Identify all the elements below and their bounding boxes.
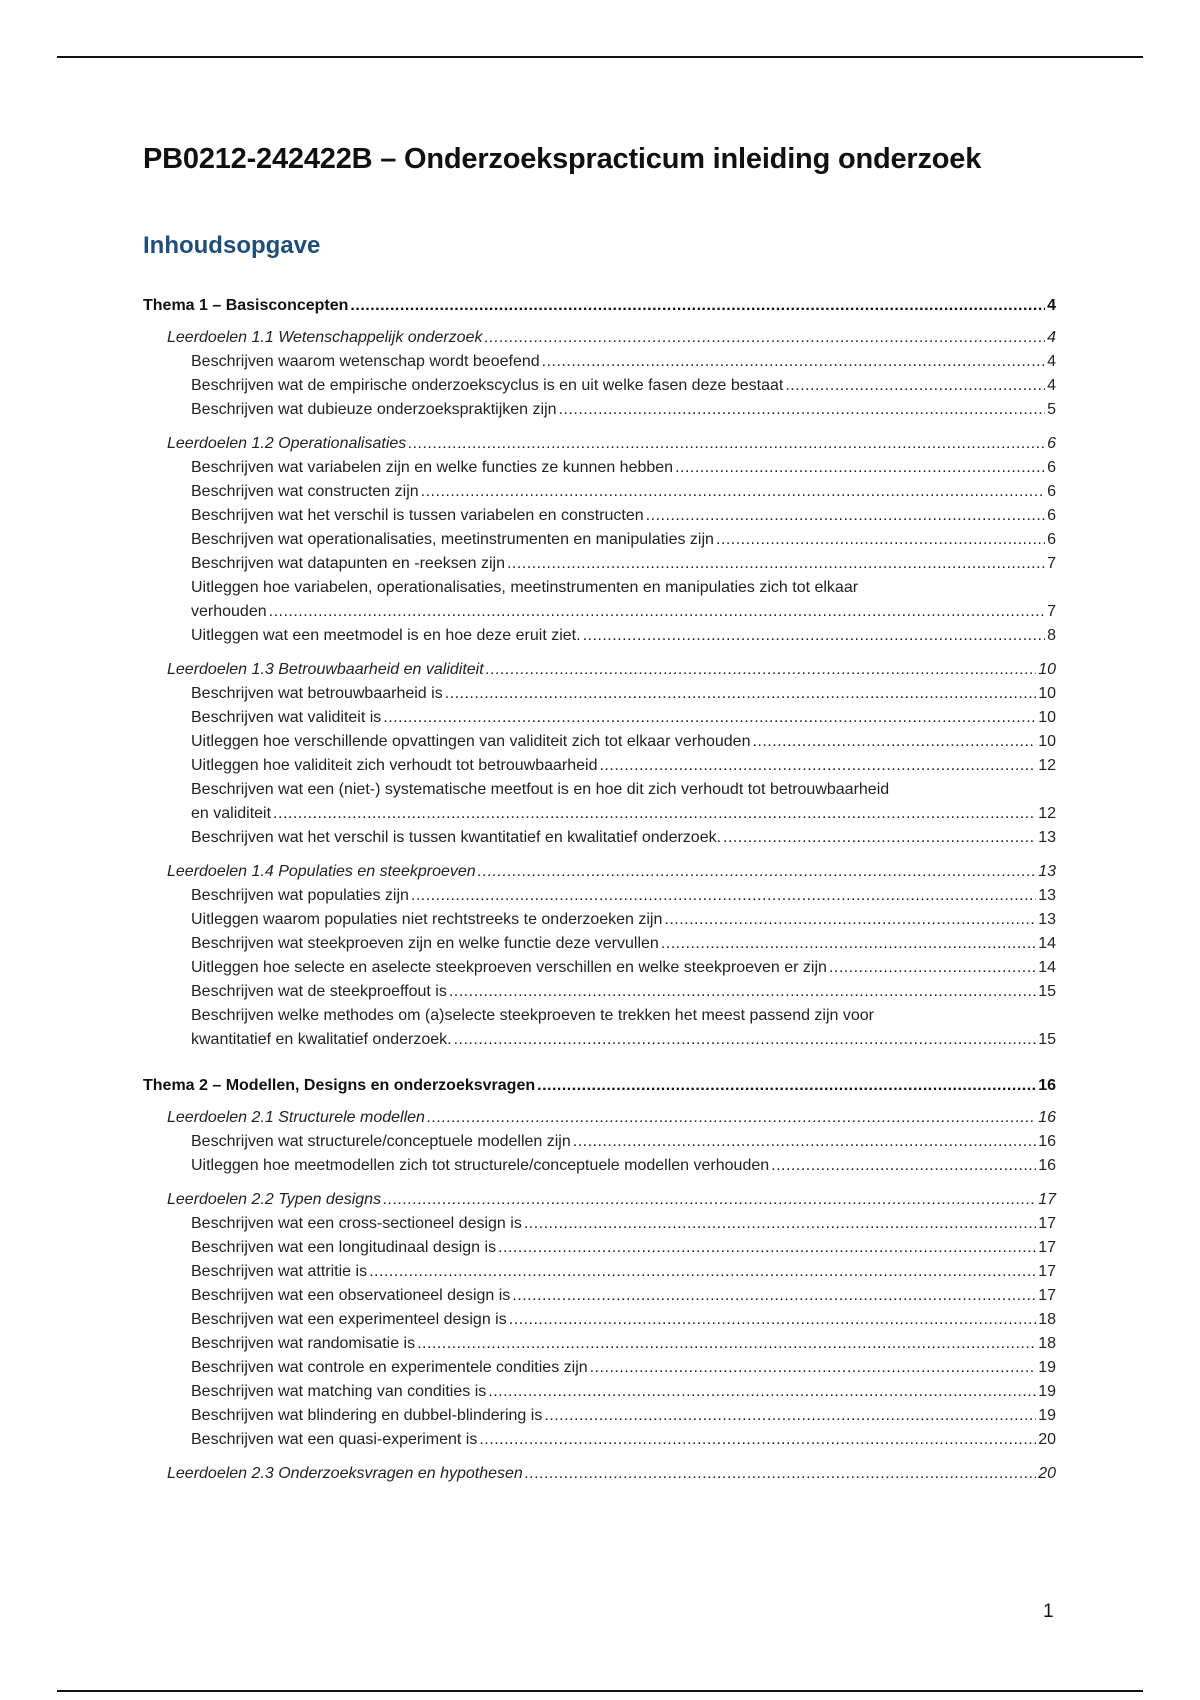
toc-entry[interactable]: Beschrijven wat de empirische onderzoekscyclus is en uit welke fasen deze bestaat ..... 4 [143, 374, 1056, 398]
toc-entry[interactable]: Beschrijven wat validiteit is ..... 10 [143, 706, 1056, 730]
toc-entry-multiline[interactable]: Beschrijven wat een (niet-) systematische meetfout is en hoe dit zich verhoudt tot betrouwbaarheid en validiteit ..... 12 [143, 778, 1056, 826]
page-number: 1 [1043, 1601, 1054, 1622]
table-of-contents [143, 294, 1056, 1486]
toc-entry[interactable]: Uitleggen hoe meetmodellen zich tot structurele/conceptuele modellen verhouden ..... 16 [143, 1154, 1056, 1178]
footer-rule [57, 1690, 1143, 1692]
toc-entry[interactable]: Uitleggen hoe verschillende opvattingen van validiteit zich tot elkaar verhouden ..... 10 [143, 730, 1056, 754]
toc-entry[interactable]: Beschrijven wat operationalisaties, meetinstrumenten en manipulaties zijn ..... 6 [143, 528, 1056, 552]
toc-entry[interactable]: Beschrijven wat een observationeel design is ..... 17 [143, 1284, 1056, 1308]
toc-entry[interactable]: Beschrijven wat een longitudinaal design is ..... 17 [143, 1236, 1056, 1260]
toc-entry[interactable]: Beschrijven wat attritie is ..... 17 [143, 1260, 1056, 1284]
toc-entry-leerdoelen-2-2[interactable]: Leerdoelen 2.2 Typen designs ..... 17 [143, 1188, 1056, 1212]
toc-entry[interactable]: Beschrijven wat een quasi-experiment is ..... 20 [143, 1428, 1056, 1452]
toc-entry[interactable]: Beschrijven wat constructen zijn ..... 6 [143, 480, 1056, 504]
toc-heading: Inhoudsopgave [143, 232, 321, 259]
toc-entry[interactable]: Beschrijven wat datapunten en -reeksen zijn ..... 7 [143, 552, 1056, 576]
toc-entry[interactable]: Beschrijven wat dubieuze onderzoekspraktijken zijn ..... 5 [143, 398, 1056, 422]
toc-entry[interactable]: Beschrijven wat structurele/conceptuele modellen zijn ..... 16 [143, 1130, 1056, 1154]
toc-entry[interactable]: Beschrijven wat een cross-sectioneel design is ..... 17 [143, 1212, 1056, 1236]
toc-entry-leerdoelen-1-2[interactable]: Leerdoelen 1.2 Operationalisaties ..... 6 [143, 432, 1056, 456]
toc-entry-leerdoelen-1-3[interactable]: Leerdoelen 1.3 Betrouwbaarheid en validiteit ..... 10 [143, 658, 1056, 682]
toc-entry[interactable]: Uitleggen hoe validiteit zich verhoudt tot betrouwbaarheid ..... 12 [143, 754, 1056, 778]
toc-entry-multiline[interactable]: Beschrijven welke methodes om (a)selecte steekproeven te trekken het meest passend zijn voor kwantitatief en kwalitatief onderzoek. ..... 15 [143, 1004, 1056, 1052]
toc-entry[interactable]: Beschrijven wat een experimenteel design is ..... 18 [143, 1308, 1056, 1332]
toc-entry[interactable]: Beschrijven waarom wetenschap wordt beoefend ..... 4 [143, 350, 1056, 374]
toc-entry[interactable]: Beschrijven wat randomisatie is ..... 18 [143, 1332, 1056, 1356]
toc-entry-leerdoelen-1-4[interactable]: Leerdoelen 1.4 Populaties en steekproeven ..... 13 [143, 860, 1056, 884]
toc-entry[interactable]: Uitleggen waarom populaties niet rechtstreeks te onderzoeken zijn ..... 13 [143, 908, 1056, 932]
toc-entry[interactable]: Beschrijven wat de steekproeffout is ..... 15 [143, 980, 1056, 1004]
toc-entry-leerdoelen-2-1[interactable]: Leerdoelen 2.1 Structurele modellen ..... 16 [143, 1106, 1056, 1130]
toc-entry-thema-2[interactable]: Thema 2 – Modellen, Designs en onderzoeksvragen ..... 16 [143, 1074, 1056, 1098]
toc-entry[interactable]: Beschrijven wat steekproeven zijn en welke functie deze vervullen ..... 14 [143, 932, 1056, 956]
toc-entry[interactable]: Beschrijven wat betrouwbaarheid is ..... 10 [143, 682, 1056, 706]
toc-entry[interactable]: Beschrijven wat het verschil is tussen kwantitatief en kwalitatief onderzoek. ..... 13 [143, 826, 1056, 850]
toc-entry-multiline[interactable]: Uitleggen hoe variabelen, operationalisaties, meetinstrumenten en manipulaties zich tot elkaar verhouden ..... 7 [143, 576, 1056, 624]
toc-entry[interactable]: Beschrijven wat het verschil is tussen variabelen en constructen ..... 6 [143, 504, 1056, 528]
toc-entry[interactable]: Beschrijven wat variabelen zijn en welke functies ze kunnen hebben ..... 6 [143, 456, 1056, 480]
document-title: PB0212-242422B – Onderzoekspracticum inleiding onderzoek [143, 143, 982, 175]
toc-entry-thema-1[interactable]: Thema 1 – Basisconcepten ..... 4 [143, 294, 1056, 318]
toc-entry[interactable]: Beschrijven wat controle en experimentele condities zijn ..... 19 [143, 1356, 1056, 1380]
toc-entry-leerdoelen-2-3[interactable]: Leerdoelen 2.3 Onderzoeksvragen en hypothesen ..... 20 [143, 1462, 1056, 1486]
toc-entry[interactable]: Uitleggen wat een meetmodel is en hoe deze eruit ziet. ..... 8 [143, 624, 1056, 648]
toc-entry[interactable]: Uitleggen hoe selecte en aselecte steekproeven verschillen en welke steekproeven er zijn ..... 14 [143, 956, 1056, 980]
toc-entry[interactable]: Beschrijven wat populaties zijn ..... 13 [143, 884, 1056, 908]
header-rule [57, 56, 1143, 58]
toc-entry[interactable]: Beschrijven wat blindering en dubbel-blindering is ..... 19 [143, 1404, 1056, 1428]
toc-entry[interactable]: Beschrijven wat matching van condities is ..... 19 [143, 1380, 1056, 1404]
toc-entry-leerdoelen-1-1[interactable]: Leerdoelen 1.1 Wetenschappelijk onderzoek ..... 4 [143, 326, 1056, 350]
